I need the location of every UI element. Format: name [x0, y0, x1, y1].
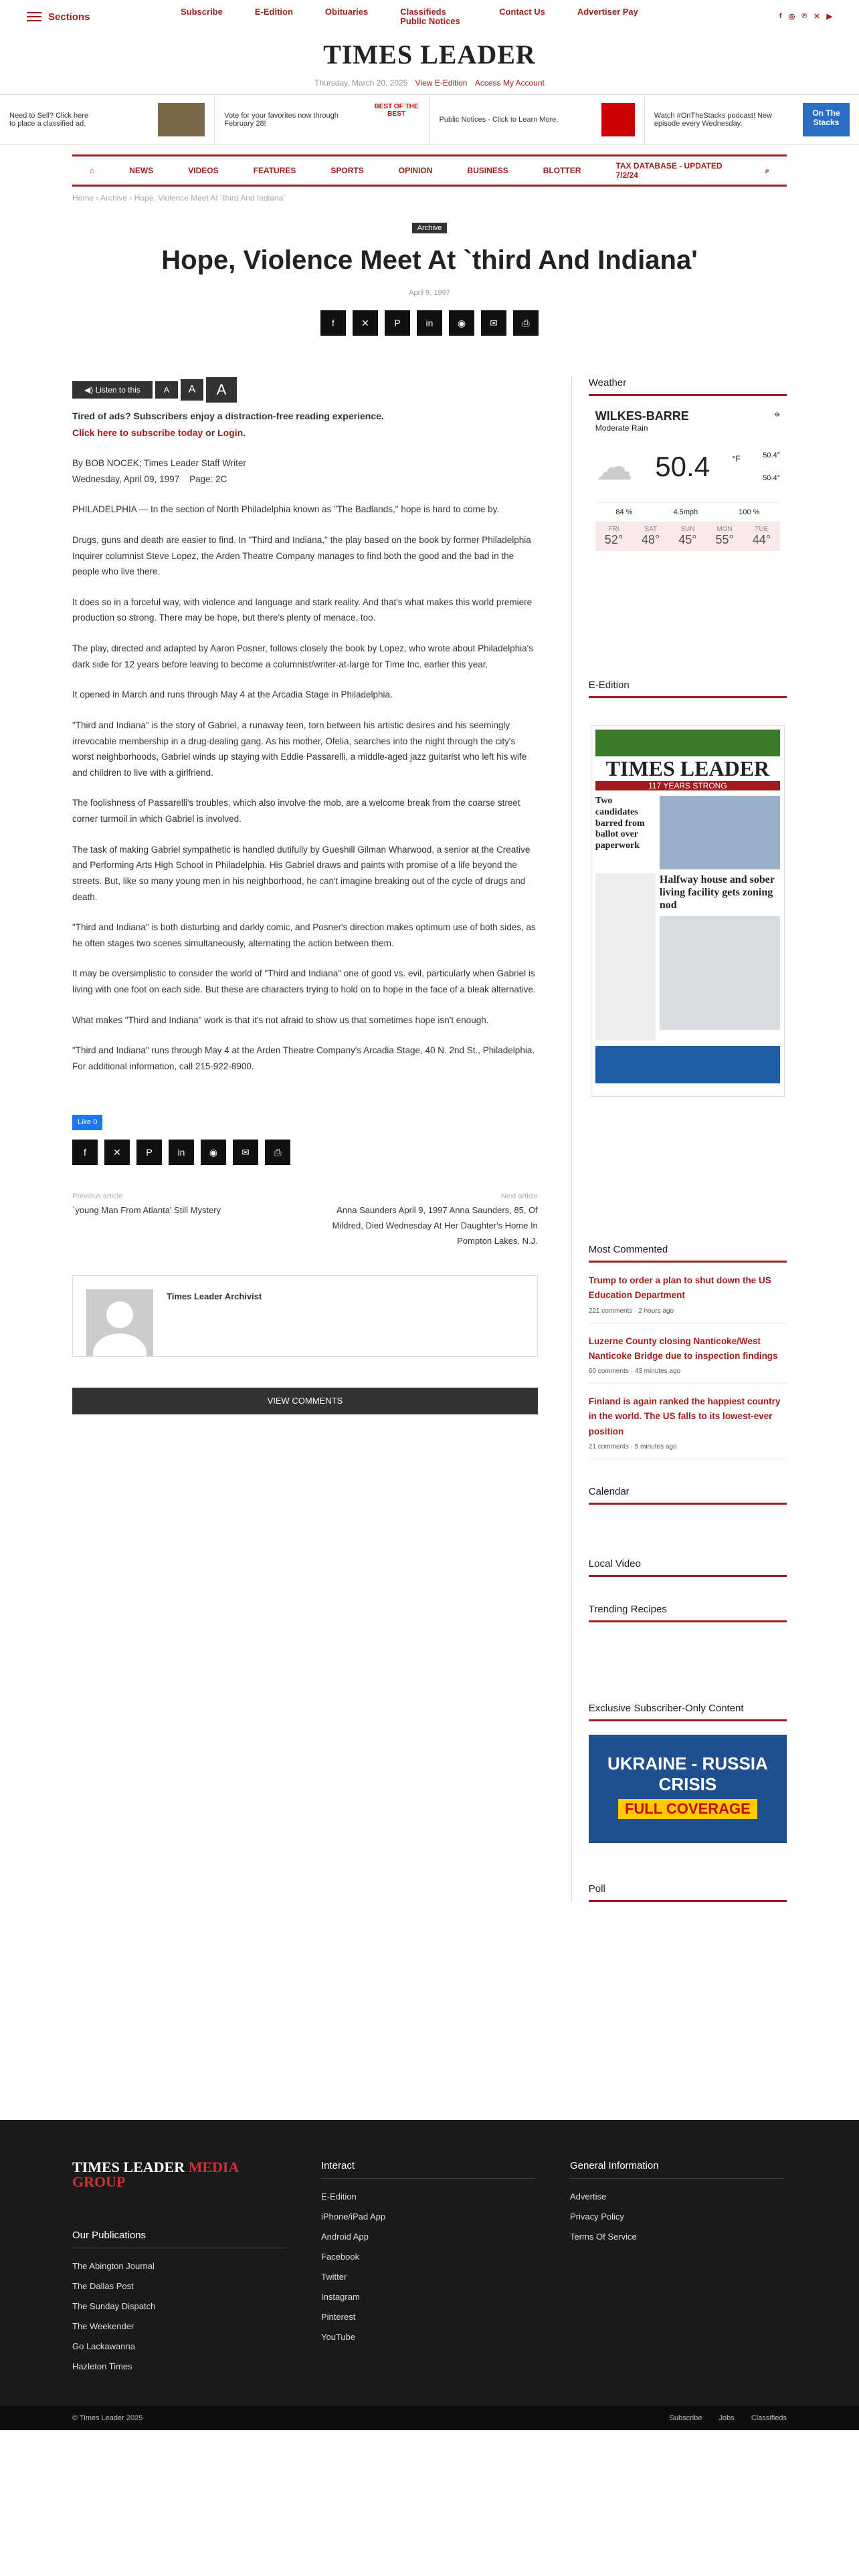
paragraph: Drugs, guns and death are easier to find. In "Third and Indiana," the play based on the book by former Philadelphia Inquirer columnist Steve Lopez, the Arden Theatre Company manages to find both the good and the bad in the people who live there.: [72, 534, 531, 577]
humidity: 84 %: [615, 508, 633, 516]
footer-link[interactable]: Android App: [321, 2232, 369, 2242]
footer-link[interactable]: YouTube: [321, 2332, 356, 2342]
banner-title: UKRAINE - RUSSIA CRISIS: [607, 1753, 768, 1794]
footer-link[interactable]: Terms Of Service: [570, 2232, 637, 2242]
sections-menu[interactable]: [27, 11, 147, 23]
local-video-heading: Local Video: [589, 1558, 787, 1577]
dateline: Wednesday, April 09, 1997 Page: 2C: [72, 473, 227, 484]
forecast-day: SUN: [680, 526, 695, 533]
print-icon[interactable]: ⎙: [265, 1140, 290, 1165]
paper-subtitle: 117 YEARS STRONG: [595, 781, 780, 790]
view-comments-button[interactable]: VIEW COMMENTS: [72, 1388, 538, 1414]
forecast-day: TUE: [755, 526, 769, 533]
linkedin-share-icon[interactable]: in: [169, 1140, 194, 1165]
prev-label: Previous article: [72, 1192, 123, 1200]
listen-button[interactable]: [72, 381, 153, 399]
footer-subscribe-link[interactable]: Subscribe: [669, 2414, 702, 2422]
nav-tax-database[interactable]: TAX DATABASE - UPDATED 7/2/24: [615, 161, 723, 180]
ad-text: Vote for your favorites now through February 28!: [224, 112, 339, 128]
article-title: Hope, Violence Meet At `third And Indiana': [161, 245, 698, 275]
forecast-day: SAT: [644, 526, 657, 533]
nav-opinion[interactable]: OPINION: [398, 166, 433, 175]
print-icon[interactable]: ⎙: [513, 310, 539, 336]
email-share-icon[interactable]: ✉: [481, 310, 506, 336]
forecast-day: FRI: [608, 526, 619, 533]
info-heading: General Information: [570, 2160, 784, 2179]
footer-classifieds-link[interactable]: Classifieds: [751, 2414, 787, 2422]
facebook-share-icon[interactable]: f: [72, 1140, 98, 1165]
recipes-heading: Trending Recipes: [589, 1604, 787, 1622]
article-body: [72, 377, 538, 1902]
footer-link[interactable]: Advertise: [570, 2191, 607, 2202]
comment-meta: 60 comments · 43 minutes ago: [588, 1368, 681, 1376]
paragraph: It does so in a forceful way, with violence and language and stark reality. And that's what makes this world premiere production so strong. There may be hope, but there's plenty of menace, too.: [72, 597, 533, 623]
footer-link[interactable]: Privacy Policy: [570, 2212, 624, 2222]
top-nav: [181, 7, 638, 26]
comment-story-link[interactable]: Luzerne County closing Nanticoke/West Nanticoke Bridge due to inspection findings: [588, 1335, 778, 1361]
publications-heading: Our Publications: [72, 2230, 286, 2248]
top-nav-classifieds[interactable]: Classifieds Public Notices: [400, 7, 460, 26]
megaphone-icon: [601, 103, 635, 136]
share-bar-top: [0, 310, 859, 336]
current-date: Thursday, March 20, 2025: [314, 78, 408, 88]
ad-podcast[interactable]: [645, 95, 859, 144]
weather-condition: Moderate Rain: [595, 423, 648, 433]
reddit-share-icon[interactable]: ◉: [449, 310, 474, 336]
prev-article-link[interactable]: `young Man From Atlanta' Still Mystery: [72, 1205, 221, 1215]
footer-logo-sub: MEDIA GROUP: [72, 2159, 239, 2190]
eedition-heading: E-Edition: [589, 679, 787, 698]
avatar: [86, 1289, 153, 1356]
banner-cta: FULL COVERAGE: [618, 1799, 757, 1819]
paragraph: PHILADELPHIA — In the section of North Philadelphia known as "The Badlands," hope is hard to come by.: [72, 504, 500, 515]
list-item: [589, 1273, 787, 1323]
speaker-icon: ◀): [84, 385, 96, 395]
footer-link[interactable]: Hazleton Times: [72, 2361, 132, 2371]
ad-strip: [0, 94, 859, 145]
login-link[interactable]: Login.: [217, 427, 246, 438]
subscribe-link[interactable]: Click here to subscribe today: [72, 427, 203, 438]
cloud-rain-icon: ☁: [595, 445, 633, 488]
sections-label[interactable]: Sections: [48, 11, 90, 23]
most-commented-heading: Most Commented: [589, 1244, 787, 1263]
email-share-icon[interactable]: ✉: [233, 1140, 258, 1165]
menu-icon[interactable]: [27, 12, 41, 21]
footer-link[interactable]: E-Edition: [321, 2191, 357, 2202]
home-icon[interactable]: ⌂: [90, 166, 95, 175]
recipes-widget: [589, 1604, 787, 1622]
ad-public-notices[interactable]: [430, 95, 645, 144]
footer-link[interactable]: Pinterest: [321, 2312, 356, 2322]
weather-high: 50.4°: [763, 451, 780, 459]
linkedin-share-icon[interactable]: in: [417, 310, 442, 336]
location-icon[interactable]: ⌖: [773, 409, 780, 421]
nav-features[interactable]: FEATURES: [253, 166, 296, 175]
nav-blotter[interactable]: BLOTTER: [543, 166, 581, 175]
eedition-cover[interactable]: [591, 725, 785, 1097]
font-small-button[interactable]: A: [155, 381, 178, 399]
top-nav-contact[interactable]: Contact Us: [499, 7, 545, 17]
footer-logo-main: TIMES LEADER: [72, 2159, 185, 2175]
paragraph: It may be oversimplistic to consider the world of "Third and Indiana" one of good vs. evil, particularly when Gabriel is living with one foot on each side. But these are characters trying to hold on to hope in the face of a bleak alternative.: [72, 968, 536, 994]
top-bar: [0, 0, 859, 33]
pinterest-share-icon[interactable]: P: [385, 310, 410, 336]
paragraph: "Third and Indiana" is the story of Gabriel, a runaway teen, torn between his artistic desires and his seemingly irrevocable membership in a drug-dealing gang. As his mother, Ofelia, searches into the night through the city's worst neighborhoods, Gabriel winds up staying with Eddie Passarelli, a middle-aged jazz guitarist who left his wife and children to live with a girlfriend.: [72, 720, 527, 778]
calendar-widget: [589, 1486, 787, 1505]
interact-heading: Interact: [321, 2160, 535, 2179]
weather-low: 50.4°: [763, 474, 780, 482]
footer-link[interactable]: The Abington Journal: [72, 2261, 155, 2271]
author-box: [72, 1275, 538, 1357]
paragraph: What makes "Third and Indiana" work is that it's not afraid to show us that sometimes hope isn't enough.: [72, 1014, 489, 1025]
content-columns: [72, 377, 787, 1902]
local-video-widget: [589, 1558, 787, 1577]
eedition-widget: [589, 679, 787, 1097]
instagram-icon[interactable]: ◎: [788, 13, 795, 21]
weather-unit: °F: [732, 454, 741, 463]
forecast-temp: 52°: [604, 533, 624, 546]
social-links: [779, 12, 832, 21]
paragraph: "Third and Indiana" is both disturbing and darkly comic, and Posner's direction makes optimum use of both sides, as he often stages two scenes simultaneously, alternating the action between them.: [72, 922, 536, 948]
paragraph: The play, directed and adapted by Aaron Posner, follows closely the book by Lopez, who wrote about Philadelphia's dark side for 12 years before leaving to become a columnist/writer-at-large for Time Inc. earlier this year.: [72, 643, 534, 669]
paper-title: TIMES LEADER: [605, 756, 770, 780]
article-date: April 9, 1997: [409, 289, 450, 297]
x-share-icon[interactable]: ✕: [353, 310, 378, 336]
article-header: [0, 221, 859, 336]
access-account-link[interactable]: Access My Account: [474, 78, 545, 88]
breadcrumb[interactable]: Home › Archive › Hope, Violence Meet At `third And Indiana': [72, 193, 285, 203]
article-pagination: [72, 1190, 538, 1249]
view-eedition-link[interactable]: View E-Edition: [415, 78, 468, 88]
most-commented-widget: [589, 1244, 787, 1459]
best-of-badge: BEST OF THE BEST: [374, 103, 419, 118]
listen-label: Listen to this: [95, 385, 140, 395]
comment-meta: 221 comments · 2 hours ago: [588, 1307, 674, 1315]
footer-link[interactable]: The Dallas Post: [72, 2281, 134, 2291]
site-logo[interactable]: TIMES LEADER: [323, 39, 536, 70]
ad-free-notice: [72, 408, 538, 441]
footer-logo[interactable]: [72, 2160, 286, 2189]
paragraph: The task of making Gabriel sympathetic is handled dutifully by Gueshill Gilman Wharwood, a senior at the Creative and Performing Arts High School in Philadelphia. His Gabriel draws and paints with promise of a life beyond the streets. But, like so many young men in his neighborhood, he can't imagine breaking out of the cycle of drugs and death.: [72, 844, 531, 902]
exclusive-widget: [589, 1703, 787, 1843]
footer-jobs-link[interactable]: Jobs: [719, 2414, 735, 2422]
ad-text: Need to Sell? Click here to place a classified ad.: [9, 112, 89, 128]
next-label: Next article: [500, 1192, 538, 1200]
list-item: [589, 1334, 787, 1384]
list-item: [589, 1394, 787, 1459]
search-icon[interactable]: ⌕: [765, 165, 769, 175]
forecast-temp: 55°: [715, 533, 734, 546]
footer-link[interactable]: The Sunday Dispatch: [72, 2301, 156, 2311]
font-medium-button[interactable]: A: [181, 379, 203, 401]
paper-headline: Halfway house and sober living facility gets zoning nod: [659, 874, 775, 911]
nav-business[interactable]: BUSINESS: [467, 166, 508, 175]
next-article-link[interactable]: Anna Saunders April 9, 1997 Anna Saunders, 85, Of Mildred, Died Wednesday At Her Daughter's Home In Pompton Lakes, N.J.: [332, 1205, 538, 1246]
top-nav-obituaries[interactable]: Obituaries: [324, 7, 369, 17]
comment-story-link[interactable]: Finland is again ranked the happiest country in the world. The US falls to its lowest-ever position: [588, 1396, 781, 1436]
weather-heading: Weather: [589, 377, 787, 396]
author-name[interactable]: Times Leader Archivist: [167, 1291, 262, 1302]
weather-widget: [589, 377, 787, 559]
byline: By BOB NOCEK; Times Leader Staff Writer: [72, 458, 246, 468]
forecast-temp: 44°: [752, 533, 771, 546]
comment-story-link[interactable]: Trump to order a plan to shut down the US Education Department: [588, 1275, 771, 1301]
notice-or: or: [203, 427, 218, 438]
paragraph: The foolishness of Passarelli's troubles, which also involve the mob, are a welcome break from the coarse street corner turmoil in which Gabriel is involved.: [72, 798, 520, 824]
footer-link[interactable]: Go Lackawanna: [72, 2341, 135, 2351]
forecast-day: MON: [717, 526, 733, 533]
top-nav-subscribe[interactable]: Subscribe: [181, 7, 223, 17]
ad-text: Public Notices - Click to Learn More.: [439, 116, 559, 124]
ad-classified[interactable]: [0, 95, 215, 144]
footer-link[interactable]: Twitter: [321, 2272, 347, 2282]
footer-link[interactable]: Facebook: [321, 2252, 360, 2262]
forecast-temp: 45°: [678, 533, 697, 546]
poll-heading: Poll: [589, 1883, 787, 1902]
footer-link[interactable]: iPhone/iPad App: [321, 2212, 386, 2222]
paragraph: It opened in March and runs through May 4 at the Arcadia Stage in Philadelphia.: [72, 689, 393, 700]
weather-temp: 50.4: [655, 451, 710, 482]
ad-best-of[interactable]: [215, 95, 430, 144]
reddit-share-icon[interactable]: ◉: [201, 1140, 226, 1165]
x-share-icon[interactable]: ✕: [104, 1140, 130, 1165]
listen-bar: [72, 377, 538, 403]
nav-sports[interactable]: SPORTS: [330, 166, 364, 175]
pinterest-icon[interactable]: ℗: [801, 12, 807, 20]
forecast-temp: 48°: [642, 533, 660, 546]
copyright-bar: [0, 2406, 859, 2430]
footer-link[interactable]: Instagram: [321, 2292, 360, 2302]
wind: 4.5mph: [673, 508, 698, 516]
footer-link[interactable]: The Weekender: [72, 2321, 134, 2331]
facebook-like-button[interactable]: Like 0: [72, 1115, 102, 1130]
paper-headline: Two candidates barred from ballot over paperwork: [595, 796, 645, 851]
font-large-button[interactable]: A: [206, 377, 237, 403]
ad-text: Watch #OnTheStacks podcast! New episode every Wednesday.: [654, 112, 773, 128]
facebook-icon[interactable]: f: [779, 12, 782, 20]
nav-news[interactable]: NEWS: [129, 166, 154, 175]
poll-widget: [589, 1883, 787, 1902]
notice-text: Tired of ads? Subscribers enjoy a distraction-free reading experience.: [72, 411, 384, 421]
clouds: 100 %: [739, 508, 760, 516]
x-icon[interactable]: ✕: [814, 13, 820, 21]
youtube-icon[interactable]: ▶: [826, 13, 832, 21]
top-nav-advertiser-pay[interactable]: Advertiser Pay: [577, 7, 638, 17]
weather-city: WILKES-BARRE: [595, 409, 689, 423]
ukraine-banner[interactable]: [589, 1735, 787, 1843]
top-nav-eedition[interactable]: E-Edition: [254, 7, 293, 17]
nav-videos[interactable]: VIDEOS: [188, 166, 219, 175]
forecast: [595, 522, 780, 551]
copyright: © Times Leader 2025: [72, 2414, 143, 2422]
calendar-heading: Calendar: [589, 1486, 787, 1505]
main-nav: [72, 154, 787, 187]
podcast-badge: On The Stacks: [803, 103, 850, 136]
exclusive-heading: Exclusive Subscriber-Only Content: [589, 1703, 787, 1721]
masthead: [0, 33, 859, 88]
share-bar-bottom: [72, 1140, 538, 1165]
footer: [0, 2120, 859, 2406]
paragraph: "Third and Indiana" runs through May 4 at the Arden Theatre Company's Arcadia Stage, 40 N. 2nd St., Philadelphia. For additional information, call 215-922-8900.: [72, 1045, 535, 1071]
classified-image: [158, 103, 205, 136]
pinterest-share-icon[interactable]: P: [136, 1140, 162, 1165]
category-tag[interactable]: Archive: [412, 223, 448, 233]
comment-meta: 21 comments · 5 minutes ago: [588, 1442, 677, 1451]
facebook-share-icon[interactable]: f: [320, 310, 346, 336]
sidebar: [571, 377, 787, 1902]
